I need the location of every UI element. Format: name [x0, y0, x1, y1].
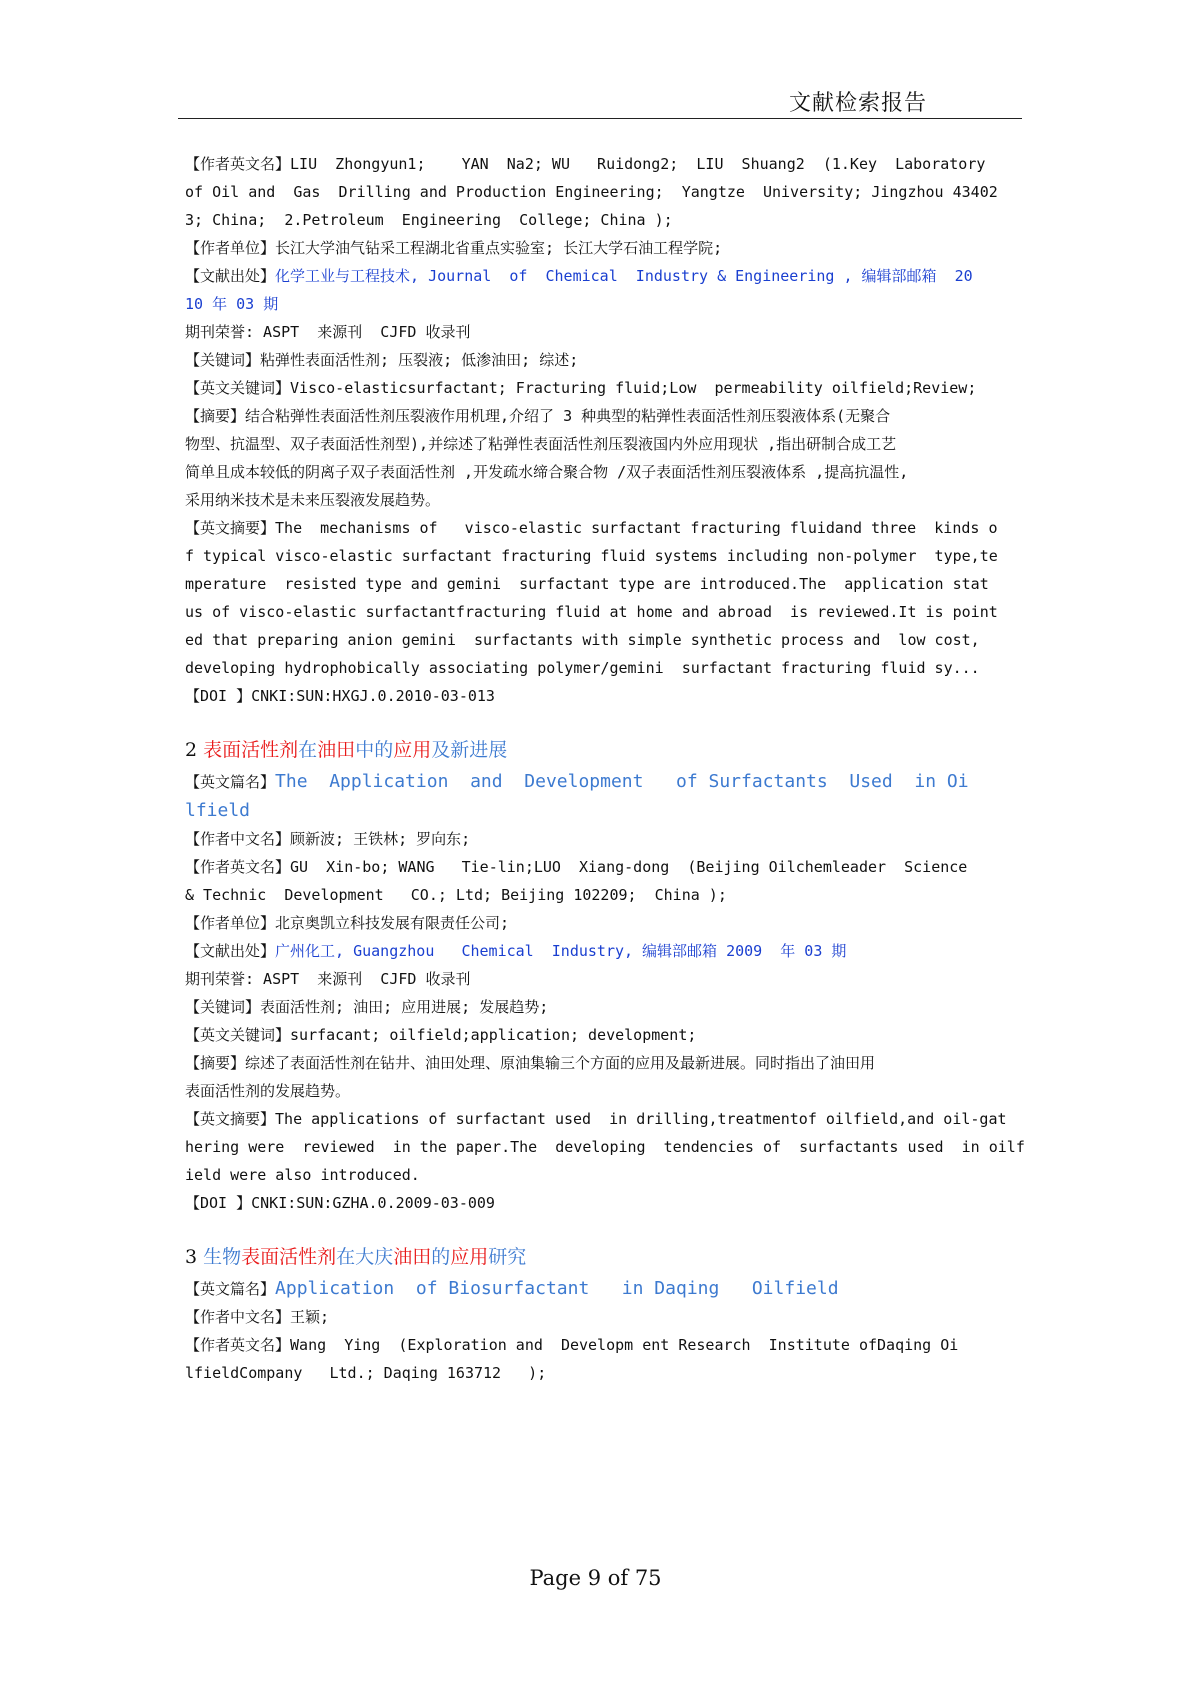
field-label: 【英文关键词】	[185, 1026, 291, 1044]
title-part: 应用	[393, 739, 432, 761]
author-unit-line	[185, 234, 1045, 262]
keywords-line	[185, 993, 1045, 1021]
field-label: 【英文关键词】	[185, 379, 291, 397]
source-line-1	[185, 262, 1045, 290]
abstract-en-line-6: developing hydrophobically associating polymer/gemini surfactant fracturing fluid sy...	[185, 659, 980, 677]
title-part: 的	[431, 1246, 451, 1268]
abstract-line-4: 采用纳米技术是未来压裂液发展趋势。	[185, 491, 441, 509]
abstract-en-line-3: mperature resisted type and gemini surfactant type are introduced.The application stat	[185, 575, 989, 593]
keywords-en-text: surfacant; oilfield;application; development;	[290, 1026, 697, 1044]
field-label: 【文献出处】	[185, 267, 276, 285]
keywords-en-line	[185, 1021, 1045, 1049]
en-title-line-1	[185, 767, 1045, 796]
en-title-text: Application of Biosurfactant in Daqing Oilfield	[275, 1278, 839, 1299]
field-label: 【英文摘要】	[185, 519, 276, 537]
author-cn-text: 王颖;	[290, 1308, 330, 1326]
doi-text: CNKI:SUN:HXGJ.0.2010-03-013	[251, 687, 495, 705]
field-label: 【作者中文名】	[185, 1308, 291, 1326]
record-title[interactable]	[185, 734, 1045, 767]
title-part: 在大庆	[336, 1246, 394, 1268]
record-number: 2	[185, 739, 204, 761]
field-label: 【英文篇名】	[185, 773, 276, 791]
keywords-en-line	[185, 374, 1045, 402]
en-title-line	[185, 1274, 1045, 1303]
field-label: 【英文摘要】	[185, 1110, 276, 1128]
source-line	[185, 937, 1045, 965]
title-part: 及新进展	[431, 739, 508, 761]
abstract-line-2: 物型、抗温型、双子表面活性剂型),并综述了粘弹性表面活性剂压裂液国内外应用现状 ,指出研制合成工艺	[185, 435, 897, 453]
abstract-en-text: The mechanisms of visco-elastic surfactant fracturing fluidand three kinds o	[275, 519, 998, 537]
record-1	[185, 150, 1045, 710]
abstract-line-3: 简单且成本较低的阴离子双子表面活性剂 ,开发疏水缔合聚合物 /双子表面活性剂压裂液体系 ,提高抗温性,	[185, 463, 909, 481]
doi-text: CNKI:SUN:GZHA.0.2009-03-009	[251, 1194, 495, 1212]
author-en-line-1	[185, 853, 1045, 881]
field-label: 【作者英文名】	[185, 858, 291, 876]
document-body	[185, 150, 1045, 1387]
record-3	[185, 1241, 1045, 1387]
record-2	[185, 734, 1045, 1217]
abstract-en-line-4: us of visco-elastic surfactantfracturing fluid at home and abroad is reviewed.It is point	[185, 603, 998, 621]
field-label: 【DOI 】	[185, 1194, 252, 1212]
author-cn-line	[185, 1303, 1045, 1331]
record-spacer	[185, 1217, 1045, 1241]
record-number: 3	[185, 1246, 204, 1268]
journal-honor: 期刊荣誉: ASPT 来源刊 CJFD 收录刊	[185, 970, 471, 988]
abstract-en-text: The applications of surfactant used in drilling,treatmentof oilfield,and oil-gat	[275, 1110, 1007, 1128]
title-part: 研究	[488, 1246, 527, 1268]
author-en-line-2: & Technic Development CO.; Ltd; Beijing 102209; China );	[185, 886, 727, 904]
abstract-text: 综述了表面活性剂在钻井、油田处理、原油集输三个方面的应用及最新进展。同时指出了油田用	[245, 1054, 876, 1072]
field-label: 【作者中文名】	[185, 830, 291, 848]
abstract-line-1	[185, 402, 1045, 430]
keywords-line	[185, 346, 1045, 374]
author-en-line-2: lfieldCompany Ltd.; Daqing 163712 );	[185, 1364, 547, 1382]
field-label: 【英文篇名】	[185, 1280, 276, 1298]
journal-source-link[interactable]: 广州化工, Guangzhou Chemical Industry, 编辑部邮箱 2009 年 03 期	[275, 942, 847, 960]
field-label: 【DOI 】	[185, 687, 252, 705]
author-cn-text: 顾新波; 王铁林; 罗向东;	[290, 830, 471, 848]
keywords-text: 表面活性剂; 油田; 应用进展; 发展趋势;	[260, 998, 549, 1016]
field-label: 【摘要】	[185, 1054, 246, 1072]
author-en-line-2: of Oil and Gas Drilling and Production Engineering; Yangtze University; Jingzhou 43402	[185, 183, 998, 201]
author-en-text: LIU Zhongyun1; YAN Na2; WU Ruidong2; LIU Shuang2 (1.Key Laboratory	[290, 155, 986, 173]
page-header	[178, 86, 1022, 119]
field-label: 【作者英文名】	[185, 155, 291, 173]
abstract-en-line-3: ield were also introduced.	[185, 1166, 420, 1184]
author-en-text: Wang Ying (Exploration and Developm ent Research Institute ofDaqing Oi	[290, 1336, 959, 1354]
journal-honor: 期刊荣誉: ASPT 来源刊 CJFD 收录刊	[185, 323, 471, 341]
title-part: 在	[298, 739, 318, 761]
page-footer: Page 9 of 75	[529, 1566, 662, 1590]
abstract-en-line-2: hering were reviewed in the paper.The developing tendencies of surfactants used in oilf	[185, 1138, 1025, 1156]
abstract-en-line-1	[185, 1105, 1045, 1133]
field-label: 【作者英文名】	[185, 1336, 291, 1354]
author-en-line-3: 3; China; 2.Petroleum Engineering College; China );	[185, 211, 673, 229]
author-en-line-1	[185, 1331, 1045, 1359]
field-label: 【摘要】	[185, 407, 246, 425]
source-line-2[interactable]: 10 年 03 期	[185, 295, 279, 313]
author-unit-line	[185, 909, 1045, 937]
title-part: 生物	[203, 1246, 242, 1268]
author-unit-text: 长江大学油气钻采工程湖北省重点实验室; 长江大学石油工程学院;	[275, 239, 723, 257]
field-label: 【关键词】	[185, 351, 261, 369]
field-label: 【作者单位】	[185, 239, 276, 257]
abstract-en-line-2: f typical visco-elastic surfactant fracturing fluid systems including non-polymer type,te	[185, 547, 998, 565]
title-part: 油田	[393, 1246, 432, 1268]
doi-line	[185, 682, 1045, 710]
author-en-text: GU Xin-bo; WANG Tie-lin;LUO Xiang-dong (Beijing Oilchemleader Science	[290, 858, 968, 876]
abstract-line-1	[185, 1049, 1045, 1077]
author-en-line-1	[185, 150, 1045, 178]
author-unit-text: 北京奥凯立科技发展有限责任公司;	[275, 914, 510, 932]
journal-source-link[interactable]: 化学工业与工程技术, Journal of Chemical Industry & Engineering , 编辑部邮箱 20	[275, 267, 973, 285]
title-part: 应用	[450, 1246, 489, 1268]
abstract-en-line-5: ed that preparing anion gemini surfactants with simple synthetic process and low cost,	[185, 631, 980, 649]
record-spacer	[185, 710, 1045, 734]
report-title: 文献检索报告	[788, 91, 927, 116]
en-title-line-2: lfield	[185, 800, 251, 821]
title-part: 表面活性剂	[241, 1246, 337, 1268]
title-part: 表面活性剂	[203, 739, 299, 761]
keywords-en-text: Visco-elasticsurfactant; Fracturing fluid;Low permeability oilfield;Review;	[290, 379, 977, 397]
record-title[interactable]	[185, 1241, 1045, 1274]
abstract-text: 结合粘弹性表面活性剂压裂液作用机理,介绍了 3 种典型的粘弹性表面活性剂压裂液体系(无聚合	[245, 407, 891, 425]
abstract-line-2: 表面活性剂的发展趋势。	[185, 1082, 351, 1100]
author-cn-line	[185, 825, 1045, 853]
abstract-en-line-1	[185, 514, 1045, 542]
field-label: 【文献出处】	[185, 942, 276, 960]
field-label: 【关键词】	[185, 998, 261, 1016]
doi-line	[185, 1189, 1045, 1217]
keywords-text: 粘弹性表面活性剂; 压裂液; 低渗油田; 综述;	[260, 351, 579, 369]
en-title-text: The Application and Development of Surfactants Used in Oi	[275, 771, 969, 792]
field-label: 【作者单位】	[185, 914, 276, 932]
title-part: 中的	[355, 739, 394, 761]
title-part: 油田	[317, 739, 356, 761]
